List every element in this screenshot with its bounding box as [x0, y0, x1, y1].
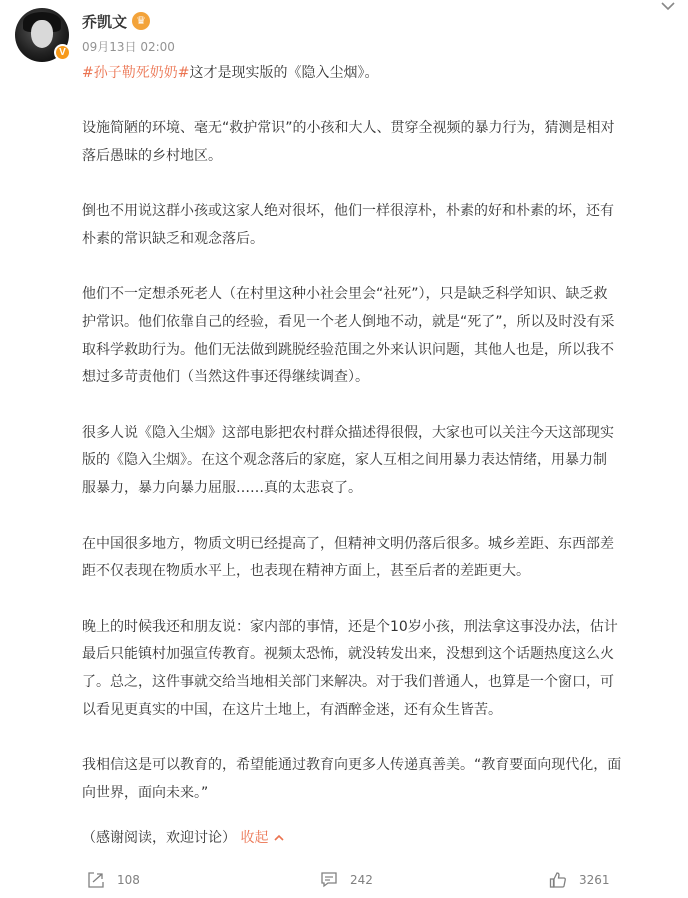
post-paragraph	[82, 198, 672, 254]
closing-text: （感谢阅读，欢迎讨论）	[82, 830, 236, 846]
post-paragraph	[82, 752, 672, 808]
post-time[interactable]: 09月13日 02:00	[82, 40, 175, 54]
post-paragraph	[82, 420, 672, 503]
like-count: 3261	[579, 873, 610, 887]
comment-button[interactable]	[320, 866, 373, 894]
paragraph-line: 晚上的时候我还和朋友说：家内部的事情，还是个10岁小孩，刑法拿这事没办法，估计	[82, 618, 618, 635]
repost-icon	[87, 871, 105, 889]
paragraph-line: 护常识。他们依靠自己的经验，看见一个老人倒地不动，就是“死了”，所以及时没有采	[82, 313, 615, 330]
chevron-down-icon[interactable]	[658, 0, 678, 16]
author-name[interactable]: 乔凯文	[82, 13, 128, 31]
paragraph-line: 设施简陋的环境、毫无“救护常识”的小孩和大人、贯穿全视频的暴力行为，猜测是相对	[82, 119, 615, 136]
chevron-up-icon	[273, 833, 285, 843]
topic-link[interactable]: #孙子勒死奶奶#	[82, 65, 190, 81]
paragraph-line: 落后愚昧的乡村地区。	[82, 147, 222, 164]
like-button[interactable]	[549, 866, 610, 894]
paragraph-line: 距不仅表现在物质水平上，也表现在精神方面上，甚至后者的差距更大。	[82, 563, 530, 580]
collapse-label: 收起	[240, 830, 269, 846]
paragraph-line: 在中国很多地方，物质文明已经提高了，但精神文明仍落后很多。城乡差距、东西部差	[82, 535, 614, 552]
thumbs-up-icon	[549, 871, 567, 889]
paragraph-line: 朴素的常识缺乏和观念落后。	[82, 230, 264, 247]
paragraph-line: 最后只能镇村加强宣传教育。视频太恐怖，就没转发出来，没想到这个话题热度这么火	[82, 646, 614, 663]
paragraph-line: 他们不一定想杀死老人（在村里这种小社会里会“社死”），只是缺乏科学知识、缺乏救	[82, 285, 608, 302]
paragraph-line: 很多人说《隐入尘烟》这部电影把农村群众描述得很假，大家也可以关注今天这部现实	[82, 424, 614, 441]
first-line-text: 这才是现实版的《隐入尘烟》。	[189, 65, 379, 81]
post-paragraph	[82, 115, 672, 171]
post-paragraph	[82, 531, 672, 587]
paragraph-line: 我相信这是可以教育的，希望能通过教育向更多人传递真善美。“教育要面向现代化，面	[82, 757, 622, 774]
action-bar	[0, 866, 688, 896]
paragraph-line: 以看见更真实的中国，在这片土地上，有酒醉金迷，还有众生皆苦。	[82, 702, 502, 719]
post-content	[82, 60, 672, 835]
collapse-button[interactable]	[240, 830, 284, 846]
post-paragraph	[82, 614, 672, 725]
repost-button[interactable]	[87, 866, 140, 894]
paragraph-line: 向世界，面向未来。”	[82, 785, 209, 802]
paragraph-line: 想过多苛责他们（当然这件事还得继续调查）。	[82, 369, 369, 386]
paragraph-line: 了。总之，这件事就交给当地相关部门来解决。对于我们普通人，也算是一个窗口，可	[82, 674, 614, 691]
verified-badge-icon: V	[54, 44, 71, 61]
paragraph-line: 取科学救助行为。他们无法做到跳脱经验范围之外来认识问题，其他人也是，所以我不	[82, 341, 614, 358]
crown-icon: ♛	[132, 12, 150, 30]
comment-icon	[320, 871, 338, 889]
paragraph-line: 倒也不用说这群小孩或这家人绝对很坏，他们一样很淳朴，朴素的好和朴素的坏，还有	[82, 202, 614, 219]
post-first-line	[82, 60, 672, 88]
post-paragraph	[82, 281, 672, 392]
paragraph-line: 版的《隐入尘烟》。在这个观念落后的家庭，家人互相之间用暴力表达情绪，用暴力制	[82, 452, 607, 469]
repost-count: 108	[117, 873, 140, 887]
post-closing	[82, 827, 285, 847]
paragraph-line: 服暴力，暴力向暴力屈服……真的太悲哀了。	[82, 480, 362, 497]
comment-count: 242	[350, 873, 373, 887]
post-paragraphs	[82, 115, 672, 808]
